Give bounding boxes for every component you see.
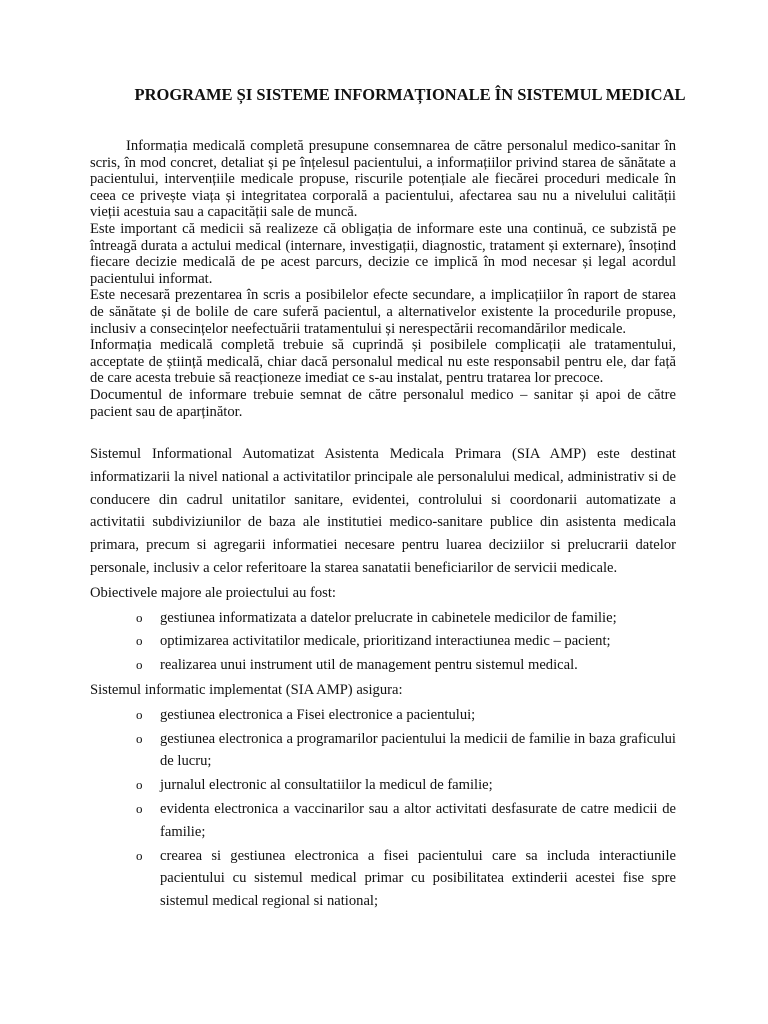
bullet-icon: o <box>136 706 143 722</box>
bullet-icon: o <box>136 609 143 625</box>
list-item <box>90 845 676 913</box>
sia-intro-paragraph: Sistemul Informational Automatizat Asistenta Medicala Primara (SIA AMP) este destinat informatizarii la nivel national a activitatilor principale ale personalului medical, administrativ si de conducere din cadrul unitatilor sanitare, evidentei, controlului si coordonarii automatizate a activitatii subdiviziunilor de baza ale institutiei medico-sanitare publice din asistenta medicala primara, precum si agregarii informatiei necesare pentru luarea deciziilor si prelucrarii datelor personale, inclusiv a celor referitoare la starea sanatatii beneficiarilor de servicii medicale. <box>90 446 676 576</box>
list-item-text: gestiunea electronica a Fisei electronice a pacientului; <box>160 706 476 723</box>
list-item <box>90 654 676 677</box>
bullet-icon: o <box>136 633 143 649</box>
list-item-text: jurnalul electronic al consultatiilor la medicul de familie; <box>160 777 493 794</box>
list-item <box>90 798 676 844</box>
bullet-icon: o <box>136 730 143 746</box>
list-item <box>90 704 676 727</box>
paragraph: Informația medicală completă presupune consemnarea de către personalul medico-sanitar în scris, în mod concret, detaliat și pe înțelesul pacientului, a informațiilor privind starea de sănătate a pacientului, intervențiile medicale propuse, riscurile potențiale ale fiecărei proceduri medicale în ceea ce privește viața și integritatea corporală a pacientului, afectarea sau nu a nivelului calității vieții acestuia sau a capacității sale de muncă. <box>90 138 676 221</box>
system-heading: Sistemul informatic implementat (SIA AMP) asigura: <box>90 681 403 698</box>
list-item-text: gestiunea electronica a programarilor pacientului la medicii de familie in baza graficului de lucru; <box>160 730 676 770</box>
list-item-text: evidenta electronica a vaccinarilor sau a altor activitati desfasurate de catre medicii de familie; <box>160 800 676 840</box>
paragraph: Documentul de informare trebuie semnat de către personalul medico – sanitar și apoi de către pacient sau de aparținător. <box>90 386 676 420</box>
list-item-text: gestiunea informatizata a datelor prelucrate in cabinetele medicilor de familie; <box>160 609 617 626</box>
bullet-icon: o <box>136 777 143 793</box>
paragraph: Este important că medicii să realizeze că obligația de informare este una continuă, ce subzistă pe întreagă durata a actului medical (internare, investigații, diagnostic, tratament și externare), însoțind fiecare decizie medicală de pe acest parcurs, decizie ce implică în mod necesar și legal acordul pacientului informat. <box>90 220 676 287</box>
objectives-heading: Obiectivele majore ale proiectului au fost: <box>90 584 336 601</box>
bullet-icon: o <box>136 847 143 863</box>
system-list <box>90 704 676 913</box>
sia-section <box>90 443 676 915</box>
list-item-text: optimizarea activitatilor medicale, prioritizand interactiunea medic – pacient; <box>160 633 611 650</box>
paragraph: Este necesară prezentarea în scris a posibilelor efecte secundare, a implicațiilor în raport de starea de sănătate și de bolile de care suferă pacientul, a alternativelor existente la procedurile propuse, inclusiv a consecințelor neefectuării tratamentului și nerespectării recomandărilor medicale. <box>90 287 676 337</box>
list-item-text: realizarea unui instrument util de management pentru sistemul medical. <box>160 657 578 674</box>
paragraph: Informația medicală completă trebuie să cuprindă și posibilele complicații ale tratamentului, acceptate de știință medicală, chiar dacă personalul medical nu este responsabil pentru ele, dar față de care acesta trebuie să reacționeze imediat ce s-au instalat, pentru tratarea lor precoce. <box>90 337 676 387</box>
page-title: PROGRAME ȘI SISTEME INFORMAȚIONALE ÎN SISTEMUL MEDICAL <box>134 85 686 104</box>
bullet-icon: o <box>136 657 143 673</box>
list-item-text: crearea si gestiunea electronica a fisei pacientului care sa includa interactiunile pacientului cu sistemul medical primar cu posibilitatea extinderii acestei fise spre sistemul medical regional si national; <box>160 847 676 910</box>
intro-section <box>90 138 676 420</box>
bullet-icon: o <box>136 800 143 816</box>
list-item <box>90 607 676 630</box>
list-item <box>90 630 676 653</box>
list-item <box>90 728 676 774</box>
objectives-list <box>90 607 676 677</box>
list-item <box>90 774 676 797</box>
